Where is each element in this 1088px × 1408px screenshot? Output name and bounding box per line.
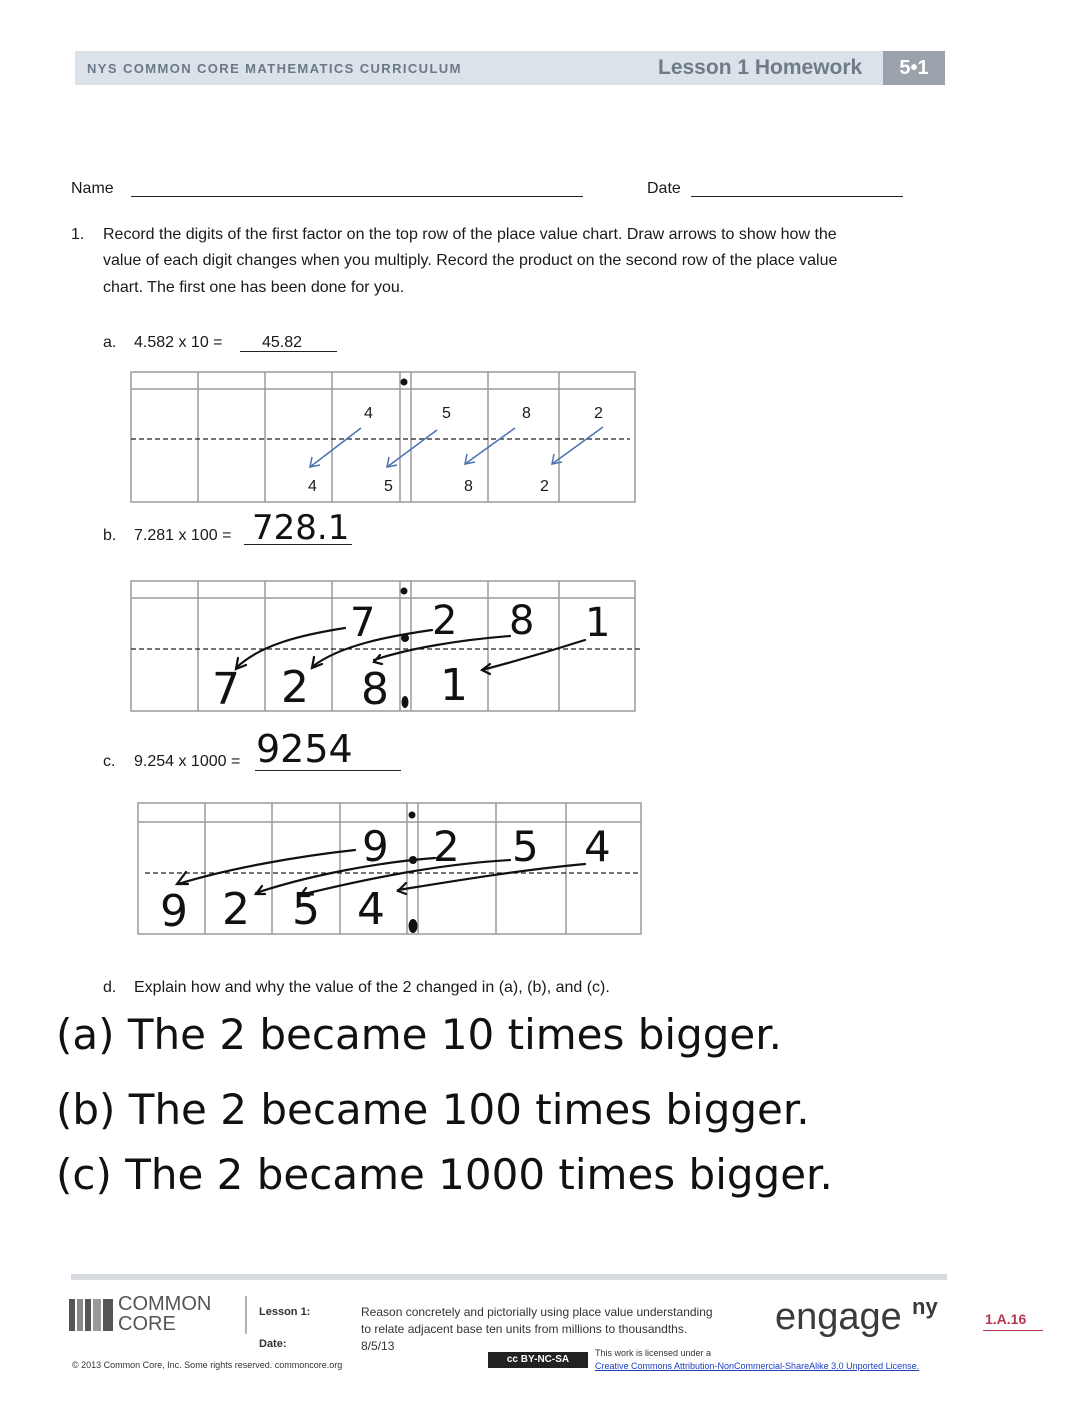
chart-b-bottom-digit: 2 [281, 662, 309, 713]
part-d-question: Explain how and why the value of the 2 changed in (a), (b), and (c). [134, 979, 610, 996]
chart-a-top-digit: 8 [522, 405, 531, 422]
instruction-line: chart. The first one has been done for you. [103, 279, 405, 296]
part-a-expression: 4.582 x 10 = [134, 334, 223, 351]
page-number-underline [983, 1330, 1043, 1331]
chart-c-bottom-digit: 9 [160, 886, 188, 937]
part-c-expression: 9.254 x 1000 = [134, 753, 241, 770]
part-d-answer: (c) The 2 became 1000 times bigger. [56, 1150, 833, 1199]
chart-c-bottom-digit: 5 [292, 884, 320, 935]
part-a-answer: 45.82 [262, 334, 303, 351]
date-label: Date [647, 180, 681, 197]
page-number: 1.A.16 [985, 1311, 1027, 1327]
chart-b-bottom-digit: 7 [212, 664, 240, 715]
copyright: © 2013 Common Core, Inc. Some rights reserved. commoncore.org [72, 1360, 343, 1370]
part-b-expression: 7.281 x 100 = [134, 527, 232, 544]
footer-lesson-label: Lesson 1: [259, 1306, 311, 1318]
chart-b-top-digit: 2 [432, 598, 458, 644]
footer-lesson-desc: to relate adjacent base ten units from millions to thousandths. [361, 1322, 688, 1336]
module-badge: 5•1 [883, 51, 945, 85]
instruction-line: value of each digit changes when you multiply. Record the product on the second row of the place value [103, 252, 838, 269]
footer-lesson-desc: Reason concretely and pictorially using place value understanding [361, 1305, 713, 1319]
chart-c-bottom-digit: 2 [222, 884, 250, 935]
chart-b-top-digit: 1 [585, 600, 611, 646]
problem-number: 1. [71, 226, 85, 243]
chart-a-top-digit: 5 [442, 405, 451, 422]
instruction-line: Record the digits of the first factor on the top row of the place value chart. Draw arrows to show how the [103, 226, 837, 243]
chart-c-top-digit: 4 [584, 822, 611, 871]
common-core-brand [118, 1294, 211, 1334]
footer-date-label: Date: [259, 1338, 287, 1350]
part-d-answer: (a) The 2 became 10 times bigger. [56, 1010, 782, 1059]
chart-a-top-digit: 4 [364, 405, 373, 422]
cc-license-badge: cc BY-NC-SA [488, 1352, 588, 1368]
lesson-title: Lesson 1 Homework [658, 56, 863, 79]
part-a-letter: a. [103, 334, 117, 351]
part-b-answer: 728.1 [252, 508, 350, 548]
chart-a-top-digit: 2 [594, 405, 603, 422]
chart-a-bottom-digit: 8 [464, 478, 473, 495]
part-c-answer: 9254 [256, 727, 353, 771]
chart-b-bottom-digit: 8 [361, 664, 389, 715]
engage-ny-superscript: ny [912, 1294, 938, 1319]
brand-line: CORE [118, 1313, 176, 1335]
chart-c-top-digit: 2 [433, 822, 460, 871]
license-intro: This work is licensed under a [595, 1348, 712, 1358]
chart-a-bottom-digit: 2 [540, 478, 549, 495]
brand-line: COMMON [118, 1293, 212, 1315]
chart-c-top-digit: 9 [362, 822, 389, 871]
engage-logo: engage [775, 1296, 902, 1338]
chart-c-bottom-digit: 4 [357, 884, 385, 935]
part-c-letter: c. [103, 753, 116, 770]
part-d-letter: d. [103, 979, 117, 996]
chart-b-bottom-digit: 1 [440, 660, 468, 711]
license-link[interactable]: Creative Commons Attribution-NonCommercial-ShareAlike 3.0 Unported License. [595, 1361, 920, 1371]
chart-c-top-digit: 5 [512, 822, 539, 871]
part-b-letter: b. [103, 527, 117, 544]
chart-a-bottom-digit: 4 [308, 478, 317, 495]
footer-date-value: 8/5/13 [361, 1339, 395, 1353]
chart-b-top-digit: 7 [350, 600, 376, 646]
part-d-answer: (b) The 2 became 100 times bigger. [56, 1085, 810, 1134]
chart-a-bottom-digit: 5 [384, 478, 393, 495]
name-label: Name [71, 180, 114, 197]
chart-b-top-digit: 8 [509, 598, 535, 644]
curriculum-title: NYS COMMON CORE MATHEMATICS CURRICULUM [87, 61, 462, 76]
